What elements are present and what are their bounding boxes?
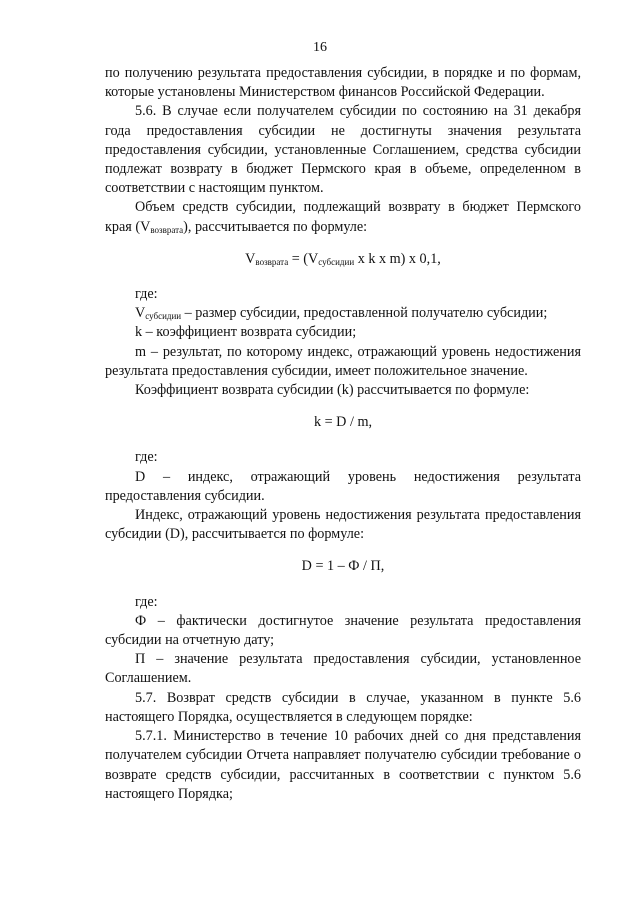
paragraph-coefficient: Коэффициент возврата субсидии (k) рассчитывается по формуле: (135, 382, 530, 399)
where-label-3: где: (135, 593, 158, 610)
paragraph-5-7: 5.7. Возврат средств субсидии в случае, указанном в пункте 5.6 настоящего Порядка, осуществляется в следующем порядке: (105, 689, 581, 725)
paragraph-5-7-1: 5.7.1. Министерство в течение 10 рабочих дней со дня представления получателем субсидии Отчета направляет получателю субсидии требование о возврате средств субсидии, рассчитанных в соответствии с пунктом 5.6 настоящего Порядка; (105, 728, 581, 802)
page-number: 16 (313, 40, 327, 55)
paragraph-5-6: 5.6. В случае если получателем субсидии по состоянию на 31 декабря года предоставления субсидии не достигнуты значения результата предоставления субсидии, установленные Соглашением, средства субсидии подлежат возврату в бюджет Пермского края в объеме, определенном в соответствии с настоящим пунктом. (105, 103, 581, 197)
formula-d: D = 1 – Ф / П, (301, 558, 385, 575)
where-label-2: где: (135, 449, 158, 466)
paragraph-return-volume (105, 198, 581, 236)
definition-k: k – коэффициент возврата субсидии; (135, 324, 357, 341)
paragraph-results-forms: по получению результата предоставления субсидии, в порядке и по формам, которые установлены Министерством финансов Российской Федерации. (105, 65, 581, 101)
definition-v-subsidy: $V_{субсидии}$ – размер субсидии, предоставленной получателю субсидии; (135, 305, 548, 322)
formula-k: k = D / m, (313, 414, 373, 431)
document-body (105, 64, 581, 804)
return-volume-text-end: ), рассчитывается по формуле: (183, 218, 368, 235)
definition-p: П – значение результата предоставления субсидии, установленное Соглашением. (105, 651, 581, 687)
paragraph-index-d: Индекс, отражающий уровень недостижения результата предоставления субсидии (D), рассчитывается по формуле: (105, 507, 581, 543)
definition-m: m – результат, по которому индекс, отражающий уровень недостижения результата предоставления субсидии, имеет положительное значение. (105, 343, 581, 379)
return-volume-text: Объем средств субсидии, подлежащий возврату в бюджет Пермского края (V (105, 199, 581, 235)
formula-return: $V_{возврата} = (V_{субсидии}$ x k x m) x 0,1, (245, 250, 441, 267)
return-volume-subscript: возврата (150, 224, 184, 235)
definition-d: D – индекс, отражающий уровень недостижения результата предоставления субсидии. (105, 468, 581, 504)
where-label-1: где: (135, 286, 158, 303)
definition-f: Ф – фактически достигнутое значение результата предоставления субсидии на отчетную дату; (105, 612, 581, 649)
